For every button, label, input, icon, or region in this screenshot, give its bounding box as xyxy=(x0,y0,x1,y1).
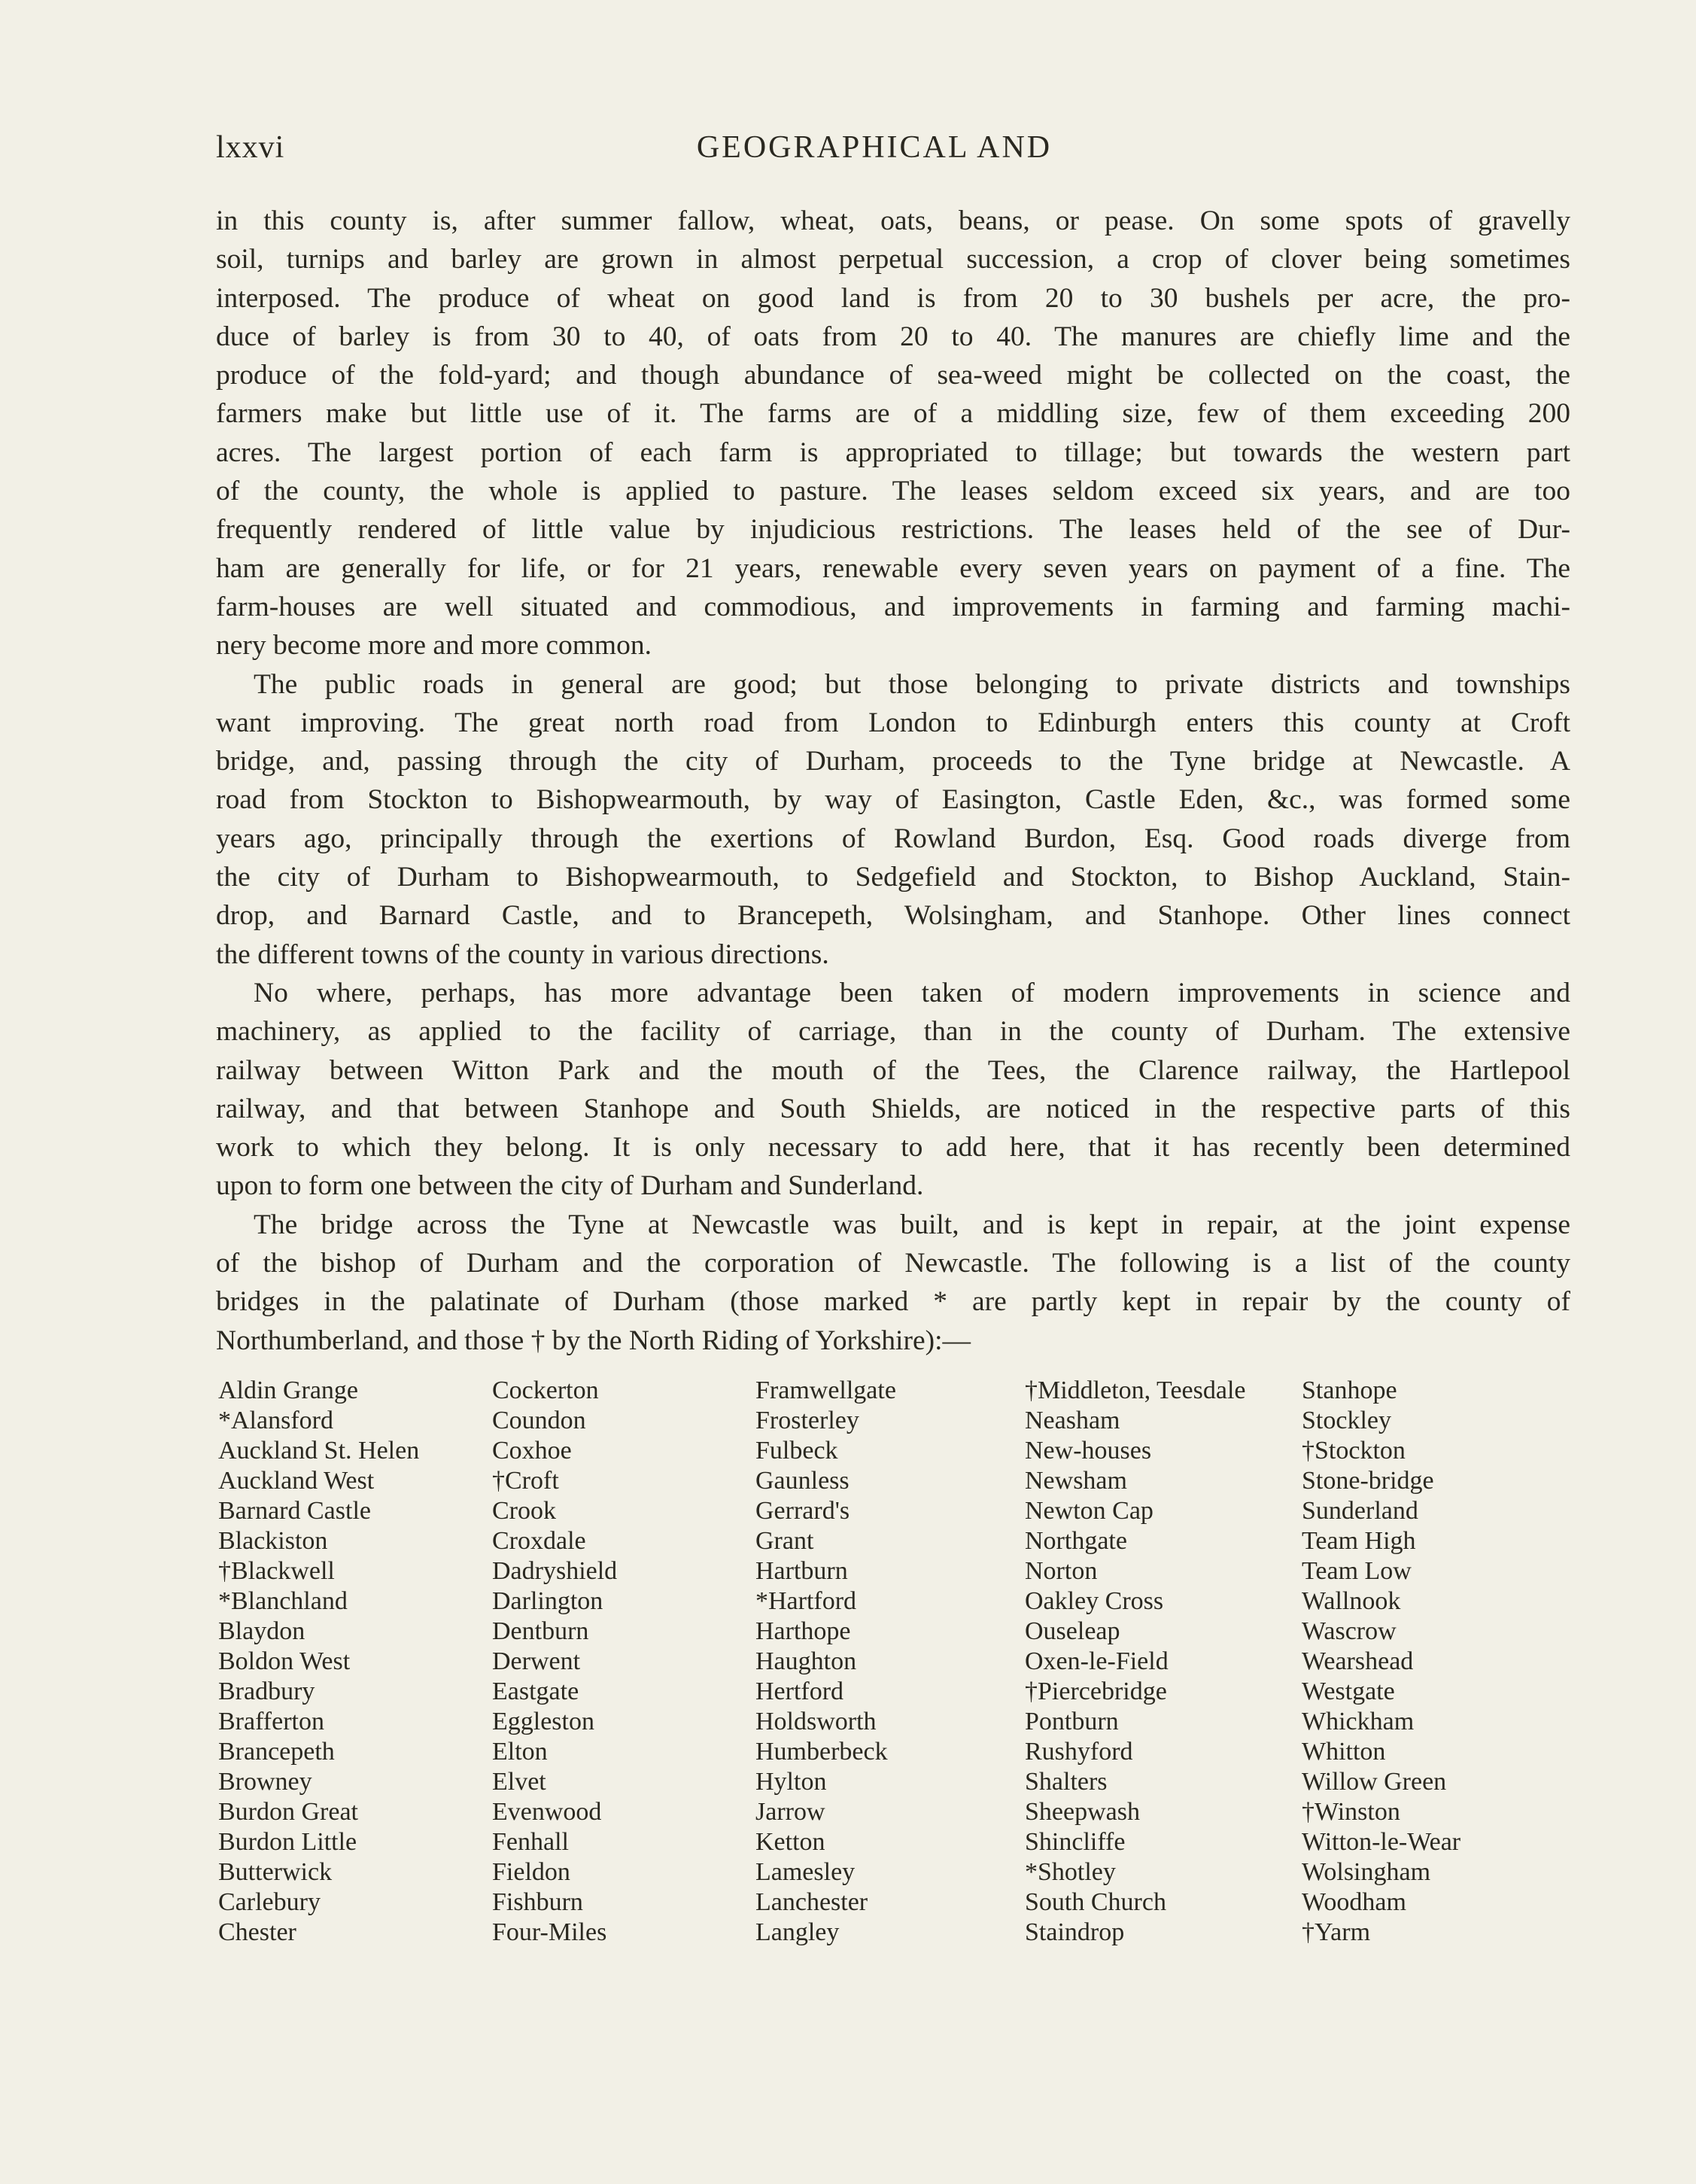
bridge-name: Butterwick xyxy=(218,1858,333,1886)
bridge-name: Wascrow xyxy=(1302,1617,1397,1645)
bridge-name: Gaunless xyxy=(755,1467,850,1495)
text-line: of the bishop of Durham and the corporation of Newcastle. The following is a list of the county xyxy=(216,1248,1570,1279)
bridge-name: Neasham xyxy=(1025,1407,1120,1434)
text-line: The public roads in general are good; but those belonging to private districts and townships xyxy=(254,668,1570,700)
bridge-name: *Shotley xyxy=(1025,1858,1116,1886)
bridge-name: Brafferton xyxy=(218,1708,324,1735)
bridge-name: †Stockton xyxy=(1302,1437,1406,1465)
text-line: farmers make but little use of it. The farms are of a middling size, few of them exceeding 200 xyxy=(216,398,1570,430)
bridge-name: Elvet xyxy=(492,1768,546,1796)
bridge-name: Chester xyxy=(218,1918,296,1946)
bridge-name: Boldon West xyxy=(218,1647,351,1675)
bridge-column xyxy=(755,1376,896,1948)
bridge-name: †Winston xyxy=(1302,1798,1400,1826)
page-number: lxxvi xyxy=(216,130,285,165)
bridge-name: †Piercebridge xyxy=(1025,1678,1167,1705)
body-text xyxy=(216,202,1570,1360)
bridge-name: Browney xyxy=(218,1768,312,1796)
bridge-name: Auckland West xyxy=(218,1467,375,1495)
bridge-name: Eastgate xyxy=(492,1678,579,1705)
text-line: in this county is, after summer fallow, wheat, oats, beans, or pease. On some spots of gravelly xyxy=(216,205,1570,236)
bridge-name: Hylton xyxy=(755,1768,827,1796)
paragraph xyxy=(216,665,1570,974)
bridge-name: Fishburn xyxy=(492,1888,583,1916)
bridge-column xyxy=(218,1376,419,1948)
bridge-name: Newsham xyxy=(1025,1467,1127,1495)
bridge-name: Northgate xyxy=(1025,1527,1127,1555)
text-line: ham are generally for life, or for 21 years, renewable every seven years on payment of a fine. The xyxy=(216,552,1570,584)
bridge-name: Fenhall xyxy=(492,1828,569,1856)
bridge-name: †Blackwell xyxy=(218,1557,335,1585)
bridge-name: Dentburn xyxy=(492,1617,589,1645)
bridge-name: Four-Miles xyxy=(492,1918,607,1946)
bridge-name: Jarrow xyxy=(755,1798,825,1826)
text-line: interposed. The produce of wheat on good land is from 20 to 30 bushels per acre, the pro- xyxy=(216,282,1570,314)
bridge-name: Hartburn xyxy=(755,1557,848,1585)
bridge-name: New-houses xyxy=(1025,1437,1152,1465)
bridge-name: Haughton xyxy=(755,1647,857,1675)
bridge-name: Whitton xyxy=(1302,1738,1386,1766)
bridge-name: Witton-le-Wear xyxy=(1302,1828,1461,1856)
text-line: bridges in the palatinate of Durham (those marked * are partly kept in repair by the county of xyxy=(216,1286,1570,1318)
bridge-name: Humberbeck xyxy=(755,1738,888,1766)
bridge-name: Lanchester xyxy=(755,1888,868,1916)
bridge-column xyxy=(1025,1376,1245,1948)
bridge-name: Team High xyxy=(1302,1527,1416,1555)
bridge-name: Woodham xyxy=(1302,1888,1406,1916)
bridge-name: Grant xyxy=(755,1527,814,1555)
bridge-name: Ketton xyxy=(755,1828,825,1856)
text-line: bridge, and, passing through the city of Durham, proceeds to the Tyne bridge at Newcastle. A xyxy=(216,746,1570,777)
bridge-name: Crook xyxy=(492,1497,556,1525)
bridge-name: Darlington xyxy=(492,1587,603,1615)
bridge-name: Hertford xyxy=(755,1678,844,1705)
text-line: acres. The largest portion of each farm is appropriated to tillage; but towards the western part xyxy=(216,436,1570,468)
bridge-name: Cockerton xyxy=(492,1376,599,1404)
text-line: The bridge across the Tyne at Newcastle was built, and is kept in repair, at the joint expense xyxy=(254,1209,1570,1240)
bridge-name: Coxhoe xyxy=(492,1437,572,1465)
bridge-name: †Croft xyxy=(492,1467,559,1495)
bridge-name: Brancepeth xyxy=(218,1738,335,1766)
bridge-name: Carlebury xyxy=(218,1888,321,1916)
bridge-name: Holdsworth xyxy=(755,1708,877,1735)
bridge-name: Westgate xyxy=(1302,1678,1395,1705)
bridge-name: Blackiston xyxy=(218,1527,328,1555)
bridge-name: Elton xyxy=(492,1738,548,1766)
bridge-name: Croxdale xyxy=(492,1527,586,1555)
bridge-name: Coundon xyxy=(492,1407,586,1434)
text-line: nery become more and more common. xyxy=(216,630,652,662)
bridge-name: Sunderland xyxy=(1302,1497,1418,1525)
bridge-name: Wallnook xyxy=(1302,1587,1401,1615)
bridge-name: Norton xyxy=(1025,1557,1098,1585)
bridge-name: Wolsingham xyxy=(1302,1858,1431,1886)
text-line: the city of Durham to Bishopwearmouth, to Sedgefield and Stockton, to Bishop Auckland, Stain- xyxy=(216,862,1570,893)
text-line: produce of the fold-yard; and though abundance of sea-weed might be collected on the coast, the xyxy=(216,360,1570,391)
bridge-name: †Yarm xyxy=(1302,1918,1371,1946)
bridge-name: Wearshead xyxy=(1302,1647,1414,1675)
bridge-name: Barnard Castle xyxy=(218,1497,371,1525)
bridge-name: Harthope xyxy=(755,1617,851,1645)
bridge-name: Shincliffe xyxy=(1025,1828,1126,1856)
text-line: machinery, as applied to the facility of carriage, than in the county of Durham. The extensive xyxy=(216,1016,1570,1048)
text-line: years ago, principally through the exertions of Rowland Burdon, Esq. Good roads diverge from xyxy=(216,823,1570,854)
bridge-name: Stanhope xyxy=(1302,1376,1397,1404)
bridge-name: Auckland St. Helen xyxy=(218,1437,420,1465)
bridge-name: Newton Cap xyxy=(1025,1497,1153,1525)
bridge-name: Dadryshield xyxy=(492,1557,618,1585)
text-line: drop, and Barnard Castle, and to Brancepeth, Wolsingham, and Stanhope. Other lines connect xyxy=(216,900,1570,932)
text-line: railway, and that between Stanhope and South Shields, are noticed in the respective parts of this xyxy=(216,1093,1570,1124)
bridge-name: Oxen-le-Field xyxy=(1025,1647,1169,1675)
text-line: No where, perhaps, has more advantage been taken of modern improvements in science and xyxy=(254,977,1570,1008)
bridge-name: Whickham xyxy=(1302,1708,1415,1735)
paragraph xyxy=(216,202,1570,665)
bridge-name: Gerrard's xyxy=(755,1497,850,1525)
bridge-name: Fulbeck xyxy=(755,1437,838,1465)
bridge-name: *Blanchland xyxy=(218,1587,348,1615)
county-bridges-list xyxy=(0,1376,1696,1978)
bridge-name: Ouseleap xyxy=(1025,1617,1120,1645)
bridge-name: Team Low xyxy=(1302,1557,1412,1585)
text-line: frequently rendered of little value by injudicious restrictions. The leases held of the see of Dur- xyxy=(216,514,1570,546)
bridge-name: Fieldon xyxy=(492,1858,570,1886)
text-line: upon to form one between the city of Durham and Sunderland. xyxy=(216,1170,924,1202)
text-line: road from Stockton to Bishopwearmouth, by way of Easington, Castle Eden, &c., was formed some xyxy=(216,784,1570,816)
bridge-name: Framwellgate xyxy=(755,1376,896,1404)
bridge-name: Lamesley xyxy=(755,1858,856,1886)
bridge-name: †Middleton, Teesdale xyxy=(1025,1376,1246,1404)
bridge-name: Rushyford xyxy=(1025,1738,1133,1766)
bridge-name: Eggleston xyxy=(492,1708,594,1735)
text-line: of the county, the whole is applied to pasture. The leases seldom exceed six years, and are too xyxy=(216,476,1570,507)
bridge-name: Langley xyxy=(755,1918,840,1946)
bridge-name: Sheepwash xyxy=(1025,1798,1140,1826)
paragraph xyxy=(216,1206,1570,1360)
bridge-name: Frosterley xyxy=(755,1407,859,1434)
bridge-column xyxy=(1302,1376,1460,1948)
bridge-name: Pontburn xyxy=(1025,1708,1119,1735)
running-title: GEOGRAPHICAL AND xyxy=(696,130,1053,165)
bridge-name: South Church xyxy=(1025,1888,1166,1916)
bridge-name: Derwent xyxy=(492,1647,581,1675)
text-line: the different towns of the county in various directions. xyxy=(216,938,829,970)
bridge-name: Bradbury xyxy=(218,1678,315,1705)
bridge-name: Burdon Great xyxy=(218,1798,359,1826)
text-line: farm-houses are well situated and commodious, and improvements in farming and farming machi- xyxy=(216,591,1570,622)
text-line: want improving. The great north road from London to Edinburgh enters this county at Croft xyxy=(216,707,1570,738)
paragraph xyxy=(216,974,1570,1206)
text-line: soil, turnips and barley are grown in almost perpetual succession, a crop of clover being sometimes xyxy=(216,244,1570,275)
bridge-name: Burdon Little xyxy=(218,1828,357,1856)
text-line: railway between Witton Park and the mouth of the Tees, the Clarence railway, the Hartlepool xyxy=(216,1054,1570,1086)
bridge-name: Stockley xyxy=(1302,1407,1391,1434)
text-line: Northumberland, and those † by the North Riding of Yorkshire):— xyxy=(216,1325,971,1356)
bridge-name: *Hartford xyxy=(755,1587,857,1615)
bridge-name: Willow Green xyxy=(1302,1768,1447,1796)
bridge-name: Oakley Cross xyxy=(1025,1587,1164,1615)
text-line: duce of barley is from 30 to 40, of oats from 20 to 40. The manures are chiefly lime and the xyxy=(216,321,1570,352)
bridge-name: Blaydon xyxy=(218,1617,305,1645)
bridge-name: Aldin Grange xyxy=(218,1376,359,1404)
bridge-name: Staindrop xyxy=(1025,1918,1125,1946)
bridge-name: Shalters xyxy=(1025,1768,1108,1796)
text-line: work to which they belong. It is only necessary to add here, that it has recently been determined xyxy=(216,1132,1570,1163)
bridge-column xyxy=(492,1376,617,1948)
bridge-name: Evenwood xyxy=(492,1798,602,1826)
bridge-name: *Alansford xyxy=(218,1407,333,1434)
bridge-name: Stone-bridge xyxy=(1302,1467,1434,1495)
